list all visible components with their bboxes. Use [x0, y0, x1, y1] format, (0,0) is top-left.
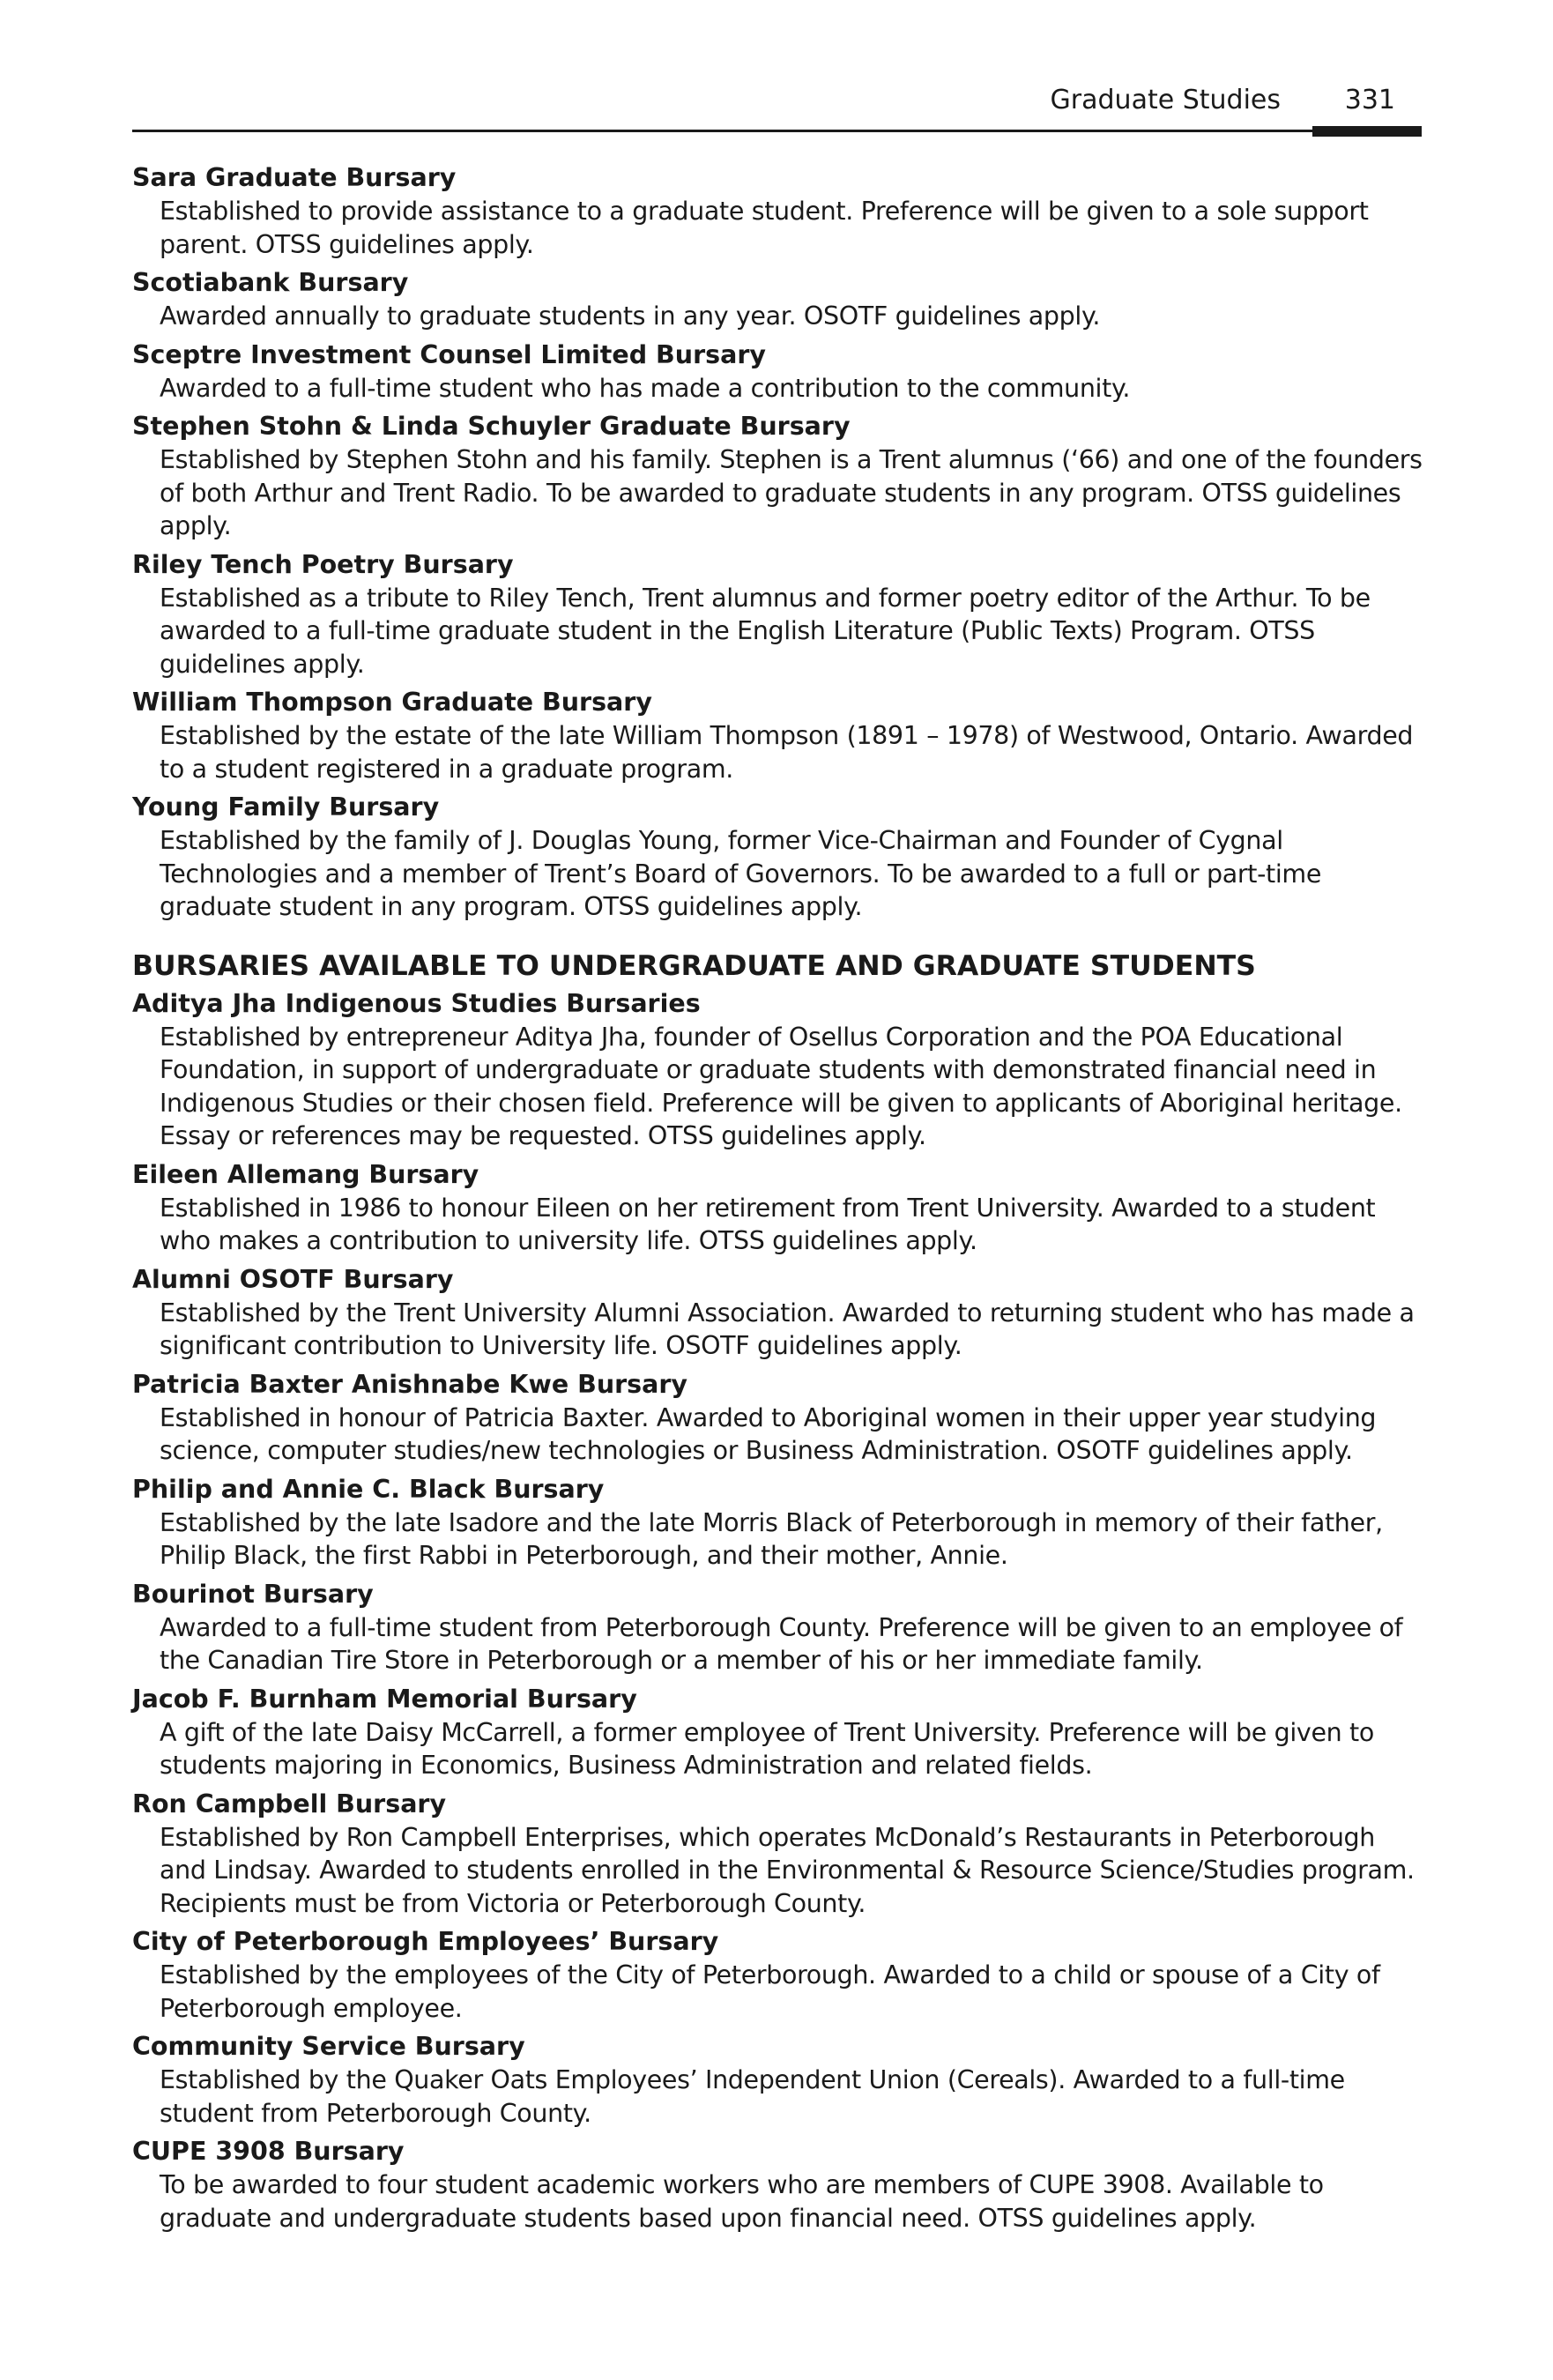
bursary-entry: [132, 1473, 1428, 1573]
combined-bursary-list: [132, 987, 1428, 2235]
bursary-description: Established to provide assistance to a graduate student. Preference will be given to a sole support parent. OTSS guidelines apply.: [160, 197, 1369, 259]
bursary-description: Established by the employees of the City of Peterborough. Awarded to a child or spouse of a City of Peterborough employee.: [160, 1960, 1380, 2023]
section-heading: BURSARIES AVAILABLE TO UNDERGRADUATE AND GRADUATE STUDENTS: [132, 949, 1256, 982]
bursary-title: Ron Campbell Bursary: [132, 1789, 447, 1818]
bursary-entry: [132, 1578, 1428, 1677]
bursary-description: Established by the estate of the late William Thompson (1891 – 1978) of Westwood, Ontario. Awarded to a student registered in a graduate program.: [160, 721, 1414, 784]
page-content: [132, 161, 1428, 2240]
bursary-description: Awarded to a full-time student who has made a contribution to the community.: [160, 373, 1131, 403]
bursary-entry: [132, 410, 1428, 543]
bursary-title: Patricia Baxter Anishnabe Kwe Bursary: [132, 1369, 687, 1399]
bursary-title: Young Family Bursary: [132, 792, 440, 822]
bursary-description: Awarded annually to graduate students in any year. OSOTF guidelines apply.: [160, 301, 1101, 331]
bursary-description: Established by Stephen Stohn and his family. Stephen is a Trent alumnus (‘66) and one of the founders of both Arthur and Trent Radio. To be awarded to graduate students in any program. OTSS guidelines apply.: [160, 445, 1423, 540]
bursary-description: Awarded to a full-time student from Peterborough County. Preference will be given to an employee of the Canadian Tire Store in Peterborough or a member of his or her immediate family.: [160, 1612, 1403, 1675]
bursary-entry: [132, 1263, 1428, 1363]
bursary-description: Established by the family of J. Douglas Young, former Vice-Chairman and Founder of Cygnal Technologies and a member of Trent’s Board of Governors. To be awarded to a full or part-time graduate student in any program. OTSS guidelines apply.: [160, 826, 1322, 921]
bursary-title: Stephen Stohn & Linda Schuyler Graduate Bursary: [132, 412, 851, 441]
bursary-description: Established by the Trent University Alumni Association. Awarded to returning student who has made a significant contribution to University life. OSOTF guidelines apply.: [160, 1298, 1415, 1360]
bursary-description: Established in 1986 to honour Eileen on her retirement from Trent University. Awarded to a student who makes a contribution to university life. OTSS guidelines apply.: [160, 1193, 1376, 1255]
bursary-entry: [132, 1788, 1428, 1921]
bursary-description: Established by entrepreneur Aditya Jha, founder of Osellus Corporation and the POA Educational Foundation, in support of undergraduate or graduate students with demonstrated financial need in Indigenous Studies or their chosen field. Preference will be given to applicants of Aboriginal heritage. Essay or references may be requested. OTSS guidelines apply.: [160, 1022, 1402, 1150]
page-header: [132, 79, 1422, 132]
bursary-title: Riley Tench Poetry Bursary: [132, 549, 514, 579]
bursary-description: To be awarded to four student academic workers who are members of CUPE 3908. Available to graduate and undergraduate students based upon financial need. OTSS guidelines apply.: [160, 2170, 1324, 2233]
bursary-entry: [132, 1925, 1428, 2025]
bursary-entry: [132, 2030, 1428, 2130]
bursary-entry: [132, 548, 1428, 681]
bursary-description: Established by the late Isadore and the late Morris Black of Peterborough in memory of their father, Philip Black, the first Rabbi in Peterborough, and their mother, Annie.: [160, 1507, 1383, 1570]
header-tab-bar: [1312, 126, 1422, 137]
bursary-entry: [132, 1683, 1428, 1782]
bursary-title: Alumni OSOTF Bursary: [132, 1264, 454, 1294]
running-title: Graduate Studies: [1050, 85, 1281, 115]
bursary-entry: [132, 1158, 1428, 1258]
bursary-title: CUPE 3908 Bursary: [132, 2137, 405, 2166]
bursary-description: Established by Ron Campbell Enterprises, which operates McDonald’s Restaurants in Peterborough and Lindsay. Awarded to students enrolled in the Environmental & Resource Science/Studies program. Recipients must be from Victoria or Peterborough County.: [160, 1822, 1415, 1918]
bursary-description: Established as a tribute to Riley Tench, Trent alumnus and former poetry editor of the Arthur. To be awarded to a full-time graduate student in the English Literature (Public Texts) Program. OTSS guidelines apply.: [160, 583, 1371, 679]
bursary-title: Bourinot Bursary: [132, 1579, 374, 1609]
bursary-entry: [132, 338, 1428, 405]
bursary-title: Philip and Annie C. Black Bursary: [132, 1474, 605, 1504]
bursary-entry: [132, 791, 1428, 924]
bursary-entry: [132, 2135, 1428, 2235]
bursary-title: Eileen Allemang Bursary: [132, 1159, 479, 1189]
bursary-description: A gift of the late Daisy McCarrell, a former employee of Trent University. Preference will be given to students majoring in Economics, Business Administration and related fields.: [160, 1717, 1374, 1780]
bursary-title: Jacob F. Burnham Memorial Bursary: [132, 1684, 637, 1714]
bursary-title: City of Peterborough Employees’ Bursary: [132, 1927, 719, 1956]
bursary-title: William Thompson Graduate Bursary: [132, 688, 652, 717]
page-number: 331: [1344, 85, 1395, 115]
header-rule: [132, 130, 1422, 132]
bursary-title: Sara Graduate Bursary: [132, 163, 457, 192]
bursary-entry: [132, 686, 1428, 785]
bursary-description: Established by the Quaker Oats Employees’ Independent Union (Cereals). Awarded to a full-time student from Peterborough County.: [160, 2065, 1345, 2128]
bursary-title: Scotiabank Bursary: [132, 268, 409, 297]
bursary-entry: [132, 161, 1428, 261]
graduate-bursary-list: [132, 161, 1428, 924]
bursary-description: Established in honour of Patricia Baxter. Awarded to Aboriginal women in their upper year studying science, computer studies/new technologies or Business Administration. OSOTF guidelines apply.: [160, 1402, 1377, 1465]
bursary-entry: [132, 266, 1428, 333]
bursary-title: Community Service Bursary: [132, 2032, 525, 2061]
bursary-entry: [132, 987, 1428, 1153]
bursary-title: Aditya Jha Indigenous Studies Bursaries: [132, 988, 701, 1018]
bursary-entry: [132, 1368, 1428, 1468]
bursary-title: Sceptre Investment Counsel Limited Bursary: [132, 339, 766, 369]
